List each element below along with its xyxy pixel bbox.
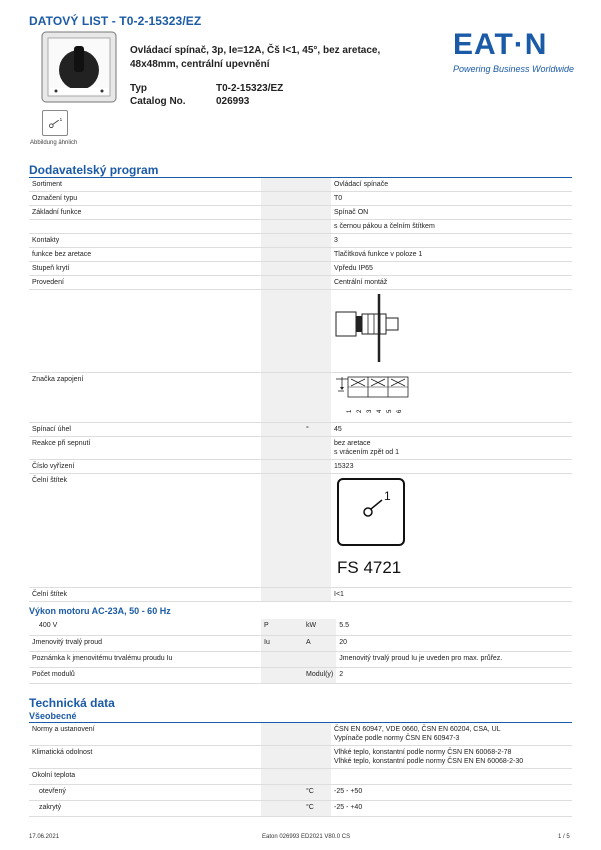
table-row xyxy=(29,373,572,423)
row-label: Spínací úhel xyxy=(29,423,261,437)
wiring-number: 1 xyxy=(347,409,353,413)
table-row xyxy=(29,746,572,769)
wiring-number: 6 xyxy=(397,409,403,413)
row-label: Kontakty xyxy=(29,234,261,248)
table-row xyxy=(29,423,572,437)
row-value: 3 xyxy=(331,234,572,248)
row-value: T0 xyxy=(331,192,572,206)
section-title-supply: Dodavatelský program xyxy=(29,163,159,177)
row-label: Základní funkce xyxy=(29,206,261,220)
motor-subtitle: Výkon motoru AC-23A, 50 - 60 Hz xyxy=(29,606,171,616)
supply-table-1 xyxy=(29,178,572,602)
row-unit: kW xyxy=(303,619,336,635)
row-label: Reakce při sepnutí xyxy=(29,437,261,460)
table-row xyxy=(29,276,572,290)
row-label: Provedení xyxy=(29,276,261,290)
typ-value: T0-2-15323/EZ xyxy=(216,83,284,94)
table-row xyxy=(29,290,572,373)
technical-table xyxy=(29,723,572,817)
eaton-logo xyxy=(453,30,573,80)
row-value: -25 - +40 xyxy=(331,801,572,817)
document-title: DATOVÝ LIST - T0-2-15323/EZ xyxy=(29,14,202,28)
row-label xyxy=(29,220,261,234)
table-row xyxy=(29,723,572,746)
mounting-drawing xyxy=(334,292,414,364)
row-label: zakrytý xyxy=(29,801,261,817)
row-value: Vpředu IP65 xyxy=(331,262,572,276)
row-label: 400 V xyxy=(29,619,261,635)
row-label: Klimatická odolnost xyxy=(29,746,261,769)
row-label: Okolní teplota xyxy=(29,769,261,785)
row-value: Ovládací spínače xyxy=(331,178,572,192)
table-row xyxy=(29,248,572,262)
front-plate-drawing xyxy=(334,476,410,582)
row-label: Označení typu xyxy=(29,192,261,206)
table-row xyxy=(29,667,572,683)
logo-tagline: Powering Business Worldwide xyxy=(453,64,575,74)
table-row xyxy=(29,178,572,192)
catalog-value: 026993 xyxy=(216,96,250,107)
row-value: Vypínače podle normy ČSN EN 60947-3 xyxy=(334,735,460,742)
table-row xyxy=(29,588,572,602)
wiring-label: Značka zapojení xyxy=(29,373,261,423)
plate-label: Čelní štítek xyxy=(29,474,261,588)
row-value: 5.5 xyxy=(336,619,572,635)
footer-page: 1 / 5 xyxy=(558,834,570,840)
row-label: Sortiment xyxy=(29,178,261,192)
row-value: 2 xyxy=(336,667,572,683)
row-label: Jmenovitý trvalý proud xyxy=(29,635,261,651)
wiring-diagram xyxy=(334,375,414,417)
row-symbol: Iu xyxy=(261,635,303,651)
row-label: otevřený xyxy=(29,785,261,801)
row-label: Poznámka k jmenovitému trvalému proudu Iu xyxy=(29,651,261,667)
row-label: Číslo vyřízení xyxy=(29,460,261,474)
row-value: 20 xyxy=(336,635,572,651)
row-label: funkce bez aretace xyxy=(29,248,261,262)
thumbnail-caption: Abbildung ähnlich xyxy=(30,140,78,146)
row-label: Čelní štítek xyxy=(29,588,261,602)
row-unit: A xyxy=(303,635,336,651)
footer-doc-id: Eaton 026993 ED2021 V80.0 CS xyxy=(262,834,351,840)
wiring-number: 3 xyxy=(367,409,373,413)
row-unit: °C xyxy=(303,801,331,817)
row-label: Normy a ustanovení xyxy=(29,723,261,746)
table-row xyxy=(29,619,572,635)
row-value: ČSN EN 60947, VDE 0660, ČSN EN 60204, CSA, UL xyxy=(334,726,501,733)
product-meta xyxy=(130,82,283,108)
logo-wordmark: EAT·N xyxy=(453,28,548,61)
row-unit: °C xyxy=(303,785,331,801)
supply-table-2 xyxy=(29,619,572,684)
row-value: Spínač ON xyxy=(331,206,572,220)
row-unit: ° xyxy=(303,423,331,437)
table-row xyxy=(29,192,572,206)
technical-subtitle: Všeobecné xyxy=(29,711,77,721)
table-row xyxy=(29,220,572,234)
svg-text:1: 1 xyxy=(59,117,63,123)
row-value: Vlhké teplo, konstantní podle normy ČSN EN 60068-2-78 xyxy=(334,749,512,756)
table-row xyxy=(29,474,572,588)
symbol-thumbnail[interactable] xyxy=(42,110,68,136)
row-value: Jmenovitý trvalý proud Iu je uveden pro max. průřez. xyxy=(336,651,572,667)
table-row xyxy=(29,769,572,785)
plate-code: FS 4721 xyxy=(337,558,402,577)
row-value: 45 xyxy=(331,423,572,437)
row-value: bez aretace xyxy=(334,440,371,447)
table-row xyxy=(29,651,572,667)
table-row xyxy=(29,801,572,817)
table-row xyxy=(29,460,572,474)
row-value: Vlhké teplo, konstantní podle normy ČSN EN EN 60068-2-30 xyxy=(334,758,524,765)
table-row xyxy=(29,437,572,460)
row-value: s černou pákou a čelním štítkem xyxy=(331,220,572,234)
section-title-technical: Technická data xyxy=(29,696,115,710)
footer-date: 17.06.2021 xyxy=(29,834,60,840)
catalog-label: Catalog No. xyxy=(130,96,186,107)
row-value: -25 - +50 xyxy=(331,785,572,801)
plate-position: 1 xyxy=(384,489,391,503)
row-value: s vrácením zpět od 1 xyxy=(334,449,399,456)
row-value: Centrální montáž xyxy=(331,276,572,290)
row-value: Tlačítková funkce v poloze 1 xyxy=(331,248,572,262)
row-unit: Modul(y) xyxy=(303,667,336,683)
wiring-number: 5 xyxy=(387,409,393,413)
row-symbol: P xyxy=(261,619,303,635)
row-label: Počet modulů xyxy=(29,667,261,683)
table-row xyxy=(29,635,572,651)
row-value: 15323 xyxy=(331,460,572,474)
table-row xyxy=(29,234,572,248)
table-row xyxy=(29,785,572,801)
row-value: I<1 xyxy=(331,588,572,602)
row-label: Stupeň krytí xyxy=(29,262,261,276)
product-description: Ovládací spínač, 3p, Ie=12A, Čš I<1, 45°, bez aretace, 48x48mm, centrální upevnění xyxy=(130,45,381,70)
wiring-number: 4 xyxy=(377,409,383,413)
product-image xyxy=(40,30,118,104)
table-row xyxy=(29,206,572,220)
table-row xyxy=(29,262,572,276)
row-value xyxy=(331,769,572,785)
typ-label: Typ xyxy=(130,83,148,94)
wiring-number: 2 xyxy=(357,409,363,413)
